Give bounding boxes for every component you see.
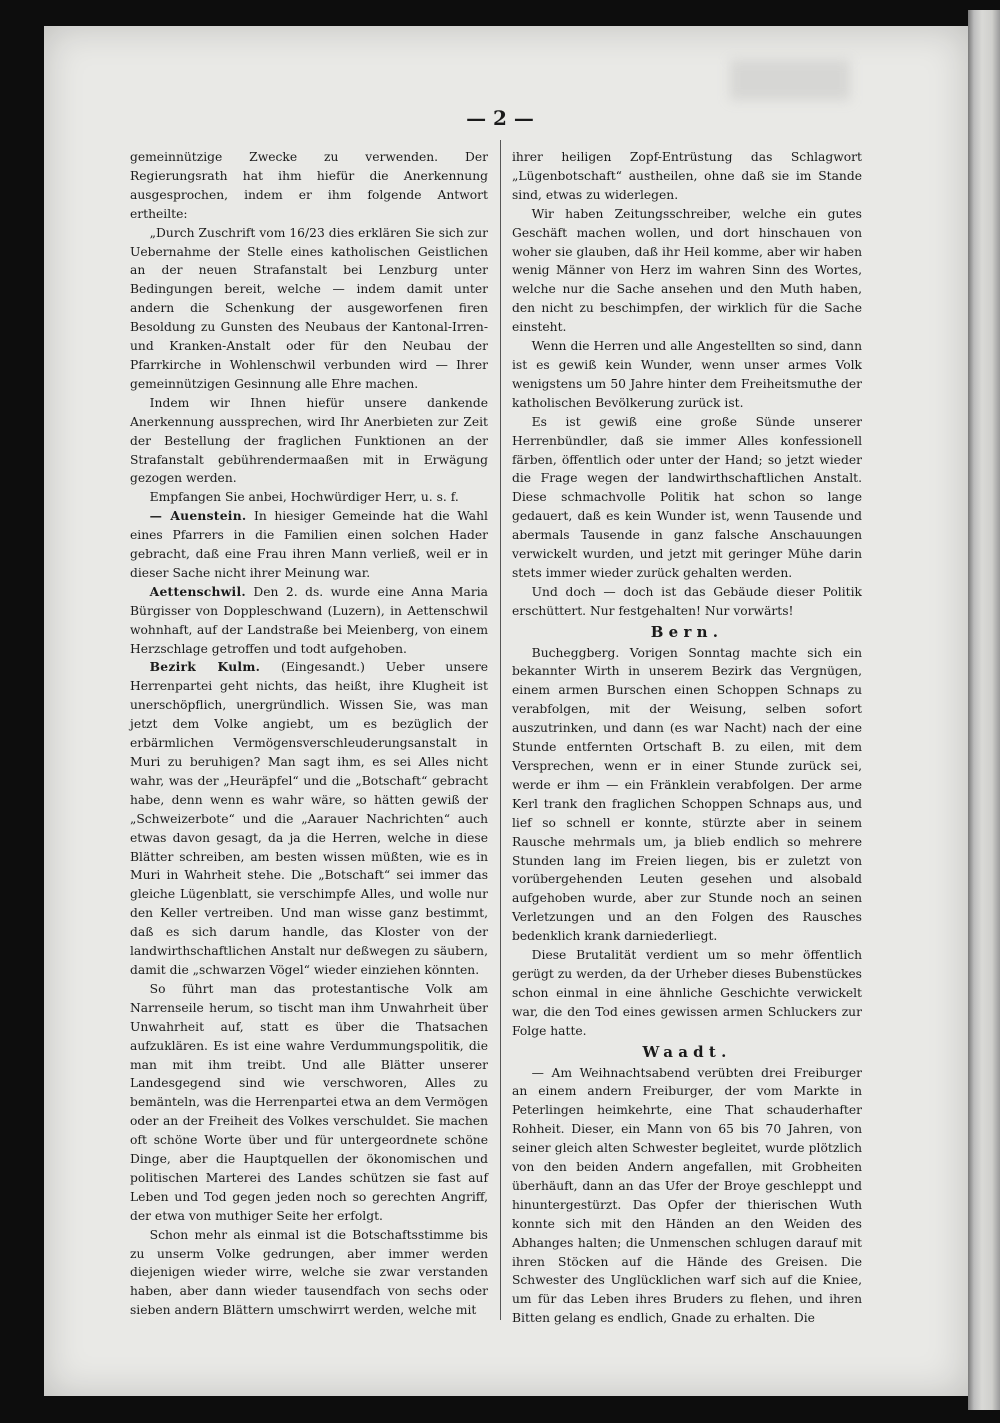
paragraph: ihrer heiligen Zopf-Entrüstung das Schlagwort „Lügenbotschaft“ austheilen, ohne daß sie im Stande sind, etwas zu widerlegen. [512, 150, 862, 202]
section-heading-waadt: Waadt. [642, 1042, 732, 1061]
article-body: Den 2. ds. wurde eine Anna Maria Bürgisser von Doppleschwand (Luzern), in Aettenschwil wohnhaft, auf der Landstraße bei Meienberg, von einem Herzschlage getroffen und todt aufgehoben. [130, 584, 488, 656]
dateline-aettenschwil: Aettenschwil. [149, 583, 246, 599]
article-body: In hiesiger Gemeinde hat die Wahl eines Pfarrers in die Familien einen solchen Hader gebracht, daß eine Frau ihren Mann verließ, weil er in dieser Sache nicht ihrer Meinung war. [130, 509, 488, 580]
paragraph: Und doch — doch ist das Gebäude dieser Politik erschüttert. Nur festgehalten! Nur vorwärts! [512, 584, 862, 618]
article-aettenschwil [130, 583, 488, 659]
paragraph: Wir haben Zeitungsschreiber, welche ein gutes Geschäft machen wollen, und dort hinschauen von woher sie glauben, daß ihr Heil komme, aber wir haben wenig Männer von Herz im wahren Sinn des Wortes, welche nur die Sache ansehen und den Muth haben, den nicht zu beschimpfen, der wirklich für die Sache einsteht. [512, 206, 862, 335]
article-bucheggberg: Bucheggberg. Vorigen Sonntag machte sich ein bekannter Wirth in unserem Bezirk das Vergnügen, einem armen Burschen einen Schoppen Schnaps zu verabfolgen, mit der Weisung, selben sofort auszutrinken, und dann (es war Nacht) nach der eine Stunde entfernten Ortschaft B. zu eilen, mit dem Versprechen, wenn er in einer Stunde zurück sei, werde er ihm — ein Fränklein verabfolgen. Der arme Kerl trank den fraglichen Schoppen Schnaps aus, und lief so schnell er konnte, stürzte aber in seinem Rausche mehrmals um, ja blieb endlich so mehrere Stunden lang im Freien liegen, bis er zuletzt von vorübergehenden Leuten gesehen und alsobald aufgehoben wurde, aber zur Stunde noch an seinen Verletzungen und an den Folgen des Rausches bedenklich krank darniederliegt. [512, 645, 862, 944]
paragraph: So führt man das protestantische Volk am Narrenseile herum, so tischt man ihm Unwahrheit über Unwahrheit auf, statt es über die Thatsachen aufzuklären. Es ist eine wahre Verdummungspolitik, die man mit ihm treibt. Und alle Blätter unserer Landesgegend sind wie verschworen, Alles zu bemänteln, was die Herrenpartei etwa an dem Vermögen oder an der Freiheit des Volkes verschuldet. Sie machen oft schöne Worte über und für untergeordnete schöne Dinge, aber die Hauptquellen der ökonomischen und politischen Marterei des Landes schützen sie fast auf Leben und Tod gegen jeden noch so gerechten Angriff, der etwa von muthiger Seite her erfolgt. [130, 981, 489, 1223]
paragraph: Diese Brutalität verdient um so mehr öffentlich gerügt zu werden, da der Urheber dieses Bubenstückes schon einmal in eine ähnliche Geschichte verwickelt war, die den Tod eines gewissen armen Schluckers zur Folge hatte. [512, 948, 862, 1038]
page-number: — 2 — [466, 106, 534, 130]
section-heading-bern: Bern. [650, 622, 724, 641]
article-kulm [130, 658, 488, 979]
paragraph: Wenn die Herren und alle Angestellten so sind, dann ist es gewiß kein Wunder, wenn unser armes Volk wenigstens um 50 Jahre hinter dem Freiheitsmuthe der katholischen Bevölkerung zurück ist. [512, 339, 862, 410]
paragraph: Es ist gewiß eine große Sünde unserer Herrenbündler, daß sie immer Alles konfessionell färben, öffentlich oder unter der Hand; so jetzt wieder die Frage wegen der landwirthschaftlichen Anstalt. Diese schmachvolle Politik hat schon so lange gedauert, daß es kein Wunder ist, wenn Tausende und abermals Tausende in ganz falsche Anschauungen verwickelt wurden, und jetzt mit geringer Mühe darin stets immer wieder zurück gehalten werden. [512, 414, 862, 580]
article-auenstein [130, 507, 488, 583]
quoted-letter: „Durch Zuschrift vom 16/23 dies erklären Sie sich zur Uebernahme der Stelle eines katholischen Geistlichen an der neuen Strafanstalt bei Lenzburg unter Bedingungen bereit, welche — indem damit unter andern die Schenkung der ausgeworfenen firen Besoldung zu Gunsten des Neubaus der Kantonal-Irren- und Kranken-Anstalt oder für den Neubau der Pfarrkirche in Wohlenschwil verbunden wird — Ihrer gemeinnützigen Gesinnung alle Ehre machen. [130, 225, 488, 391]
dateline-kulm: Bezirk Kulm. [149, 659, 261, 675]
paragraph: Indem wir Ihnen hiefür unsere dankende Anerkennung aussprechen, wird Ihr Anerbieten zur Zeit der Bestellung der fraglichen Funktionen an der Strafanstalt gebührendermaaßen mit in Erwägung gezogen werden. [130, 395, 488, 486]
dateline-auenstein: — Auenstein. [149, 508, 247, 524]
next-page-edge [968, 10, 1000, 1410]
article-body: (Eingesandt.) Ueber unsere Herrenpartei geht nichts, das heißt, ihre Klugheit ist unerschöpflich, unergründlich. Wissen Sie, was man jetzt dem Volke angiebt, um es bezüglich der erbärmlichen Vermögensverschleuderungsanstalt in Muri zu beruhigen? Man sagt ihm, es sei Alles nicht wahr, was der „Heuräpfel“ und die „Botschaft“ gebracht habe, denn wenn es wahr wäre, so hätten gewiß der „Schweizerbote“ und die „Aarauer Nachrichten“ auch etwas davon gesagt, da ja die Herren, welche in diese Blätter schreiben, am besten wissen müßten, wie es in Muri in Wahrheit stehe. Die „Botschaft“ sei immer das gleiche Lügenblatt, sie verschimpfe Alles, und wolle nur den Keller vertreiben. Und man wisse ganz bestimmt, daß es sich darum handle, das Kloster von der landwirthschaftlichen Anstalt nur deßwegen zu säubern, damit die „schwarzen Vögel“ wieder einziehen könnten. [130, 660, 488, 977]
right-column [512, 148, 862, 1328]
article-waadt: — Am Weihnachtsabend verübten drei Freiburger an einem andern Freiburger, der vom Markte in Peterlingen heimkehrte, eine That schauderhafter Rohheit. Dieser, ein Mann von 65 bis 70 Jahren, von seiner gleich alten Schwester begleitet, wurde plötzlich von den beiden Andern angefallen, mit Grobheiten überhäuft, dann an das Ufer der Broye geschleppt und hinuntergestürzt. Das Opfer der thierischen Wuth konnte sich mit den Händen an den Weiden des Abhanges halten; die Unmenschen schlugen darauf mit ihren Stöcken auf die Hände des Greisen. Die Schwester des Unglücklichen warf sich auf die Kniee, um für das Leben ihres Bruders zu flehen, und ihren Bitten gelang es endlich, Gnade zu erhalten. Die [512, 1065, 862, 1326]
paragraph: Schon mehr als einmal ist die Botschaftsstimme bis zu unserm Volke gedrungen, aber immer werden diejenigen wieder wirre, welche sie zwar verstanden haben, aber dann wieder tausendfach von sechs oder sieben andern Blättern umschwirrt werden, welche mit [130, 1227, 488, 1318]
left-column [130, 148, 488, 1320]
paragraph: gemeinnützige Zwecke zu verwenden. Der Regierungsrath hat ihm hiefür die Anerkennung ausgesprochen, indem er ihm folgende Antwort ertheilte: [130, 150, 488, 221]
paragraph: Empfangen Sie anbei, Hochwürdiger Herr, u. s. f. [149, 490, 459, 505]
ink-bleed-through [730, 60, 850, 100]
column-divider [500, 140, 501, 1320]
